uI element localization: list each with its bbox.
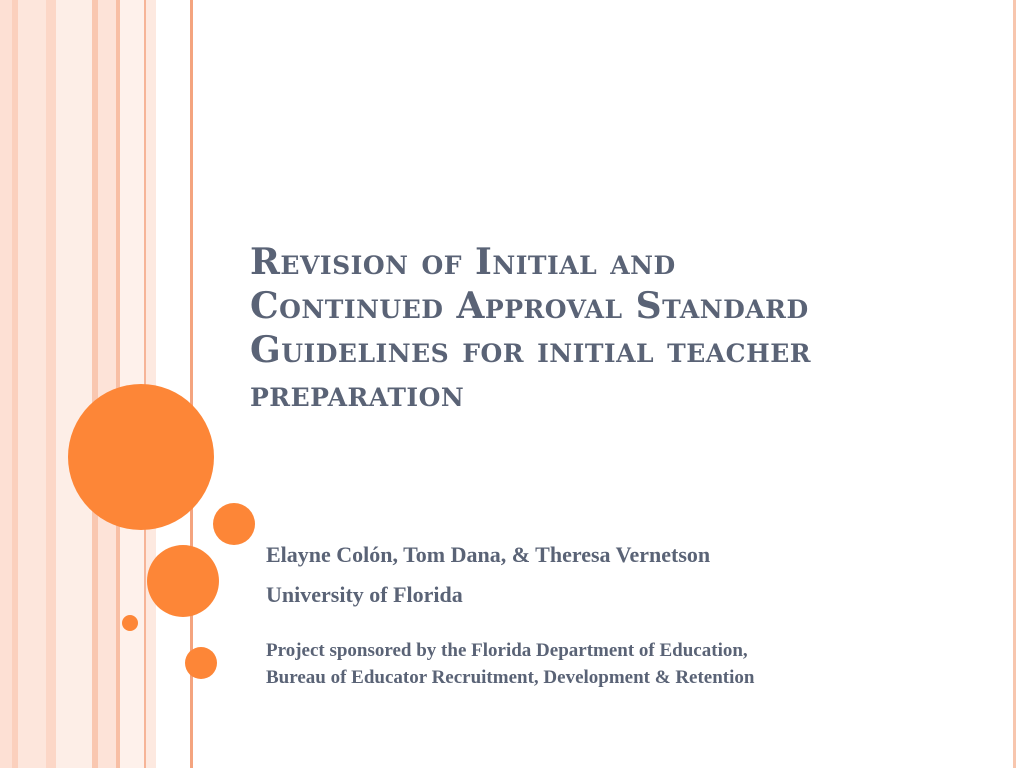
slide-subtitle [266,535,1006,691]
decor-stripe [0,0,12,768]
authors: Elayne Colón, Tom Dana, & Theresa Vernetson [266,542,711,567]
decor-stripe [98,0,116,768]
slide-title [250,240,950,416]
title-line-2: Continued Approval Standard [250,285,809,327]
title-line-3: Guidelines for initial teacher [250,329,812,371]
decor-circle-medium [213,503,255,545]
decor-circle-large [68,384,214,530]
decor-circle-medium-large [147,545,219,617]
decor-stripe [46,0,56,768]
institution: University of Florida [266,582,463,607]
title-line-4: preparation [250,373,465,415]
decor-stripe [18,0,46,768]
title-line-1: Revision of Initial and [250,241,676,283]
decor-stripe [56,0,92,768]
decor-circle-tiny [122,615,138,631]
decor-right-line [1013,0,1016,768]
sponsor-line-1: Project sponsored by the Florida Department of Education, [266,640,748,661]
sponsor-line-2: Bureau of Educator Recruitment, Development & Retention [266,667,755,688]
sponsor-note [266,637,1006,691]
decor-circle-small [185,647,217,679]
